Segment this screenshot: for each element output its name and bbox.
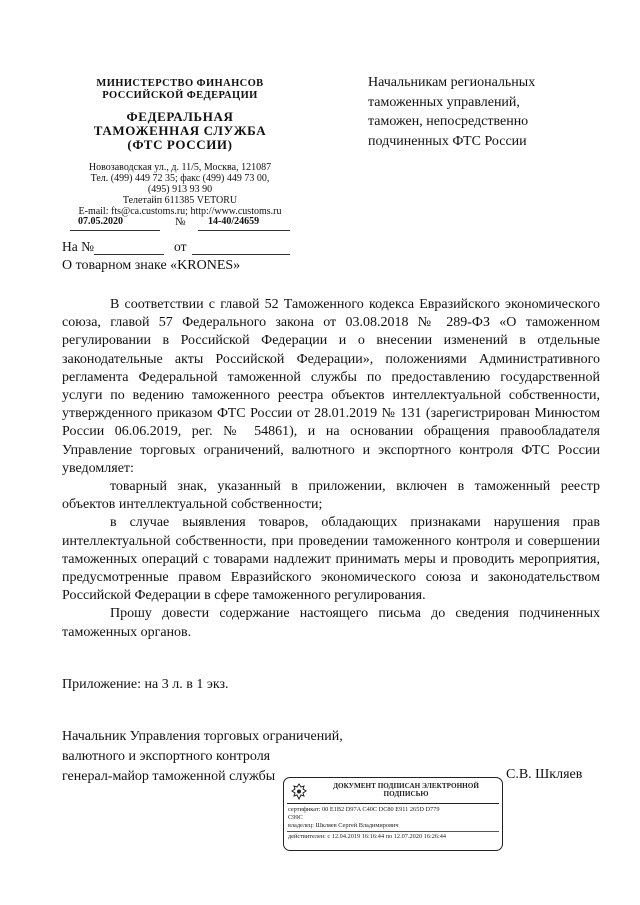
certificate-validity: действителен: с 12.04.2019 16:16:44 по 12.07.2020 16:26:44 bbox=[288, 833, 447, 840]
underline bbox=[192, 254, 290, 255]
underline bbox=[94, 254, 164, 255]
underline bbox=[70, 230, 160, 231]
ministry-name: МИНИСТЕРСТВО ФИНАНСОВ РОССИЙСКОЙ ФЕДЕРАЦИИ bbox=[96, 78, 264, 101]
reference-number-label: На № bbox=[62, 239, 94, 254]
body-paragraph: Прошу довести содержание настоящего письма до сведения подчиненных таможенных органов. bbox=[62, 606, 600, 640]
electronic-signature-stamp bbox=[283, 777, 503, 851]
underline bbox=[198, 230, 290, 231]
body-paragraph: В соответствии с главой 52 Таможенного кодекса Евразийского экономического союза, главой 57 Федерального закона от 03.08.2018 № 289-ФЗ «О таможенном регулировании в Российской Федерации и о внесении изменений в отдельные законодательные акты Российской Федерации», положениями Административного регламента Федеральной таможенной службы по предоставлению государственной услуги по ведению таможенного реестра объектов интеллектуальной собственности, утвержденного приказом ФТС России от 28.01.2019 № 131 (зарегистрирован Минюстом России 06.06.2019, рег. № 54861), и на основании обращения правообладателя Управление торговых ограничений, валютного и экспортного контроля ФТС России уведомляет: bbox=[62, 297, 600, 476]
number-sign: № bbox=[175, 216, 186, 228]
emblem-icon bbox=[289, 782, 309, 802]
body-paragraph: товарный знак, указанный в приложении, включен в таможенный реестр объектов интеллектуальной собственности; bbox=[62, 479, 600, 513]
signatory-name: С.В. Шкляев bbox=[506, 767, 583, 782]
divider bbox=[287, 831, 499, 832]
stamp-header: ДОКУМЕНТ ПОДПИСАН ЭЛЕКТРОННОЙ ПОДПИСЬЮ bbox=[333, 782, 479, 798]
letter-body bbox=[62, 296, 600, 642]
signatory-title: Начальник Управления торговых ограничений, валютного и экспортного контроля генерал-майор таможенной службы bbox=[62, 729, 343, 784]
certificate-number: сертификат: 00 E1B2 D97A C40C DC80 E911 265D D779 C99C bbox=[288, 806, 440, 821]
addressee: Начальникам региональных таможенных управлений, таможен, непосредственно подчиненных ФТС России bbox=[368, 75, 536, 149]
reference-date-label: от bbox=[174, 239, 187, 254]
attachment-note: Приложение: на 3 л. в 1 экз. bbox=[62, 677, 229, 692]
contact-address: Новозаводская ул., д. 11/5, Москва, 121087 Тел. (499) 449 72 35; факс (499) 449 73 00, (495) 913 93 90 Телетайп 611385 VETORU E-mail: fts@ca.customs.ru; http://www.customs.ru bbox=[78, 162, 282, 217]
certificate-owner: владелец: Шкляев Сергей Владимирович bbox=[288, 822, 399, 829]
divider bbox=[287, 803, 499, 804]
letterhead bbox=[60, 78, 300, 217]
body-paragraph: в случае выявления товаров, обладающих признаками нарушения прав интеллектуальной собственности, при проведении таможенного контроля и совершении таможенных операций с товарами надлежит принимать меры и проводить мероприятия, предусмотренные правом Евразийского экономического союза и законодательством Российской Федерации в сфере таможенного регулирования. bbox=[62, 515, 600, 604]
service-name: ФЕДЕРАЛЬНАЯ ТАМОЖЕННАЯ СЛУЖБА (ФТС РОССИИ) bbox=[93, 109, 267, 152]
letter-subject: О товарном знаке «KRONES» bbox=[62, 258, 241, 273]
registration-number: 14-40/24659 bbox=[208, 216, 260, 227]
registration-date: 07.05.2020 bbox=[78, 216, 123, 227]
